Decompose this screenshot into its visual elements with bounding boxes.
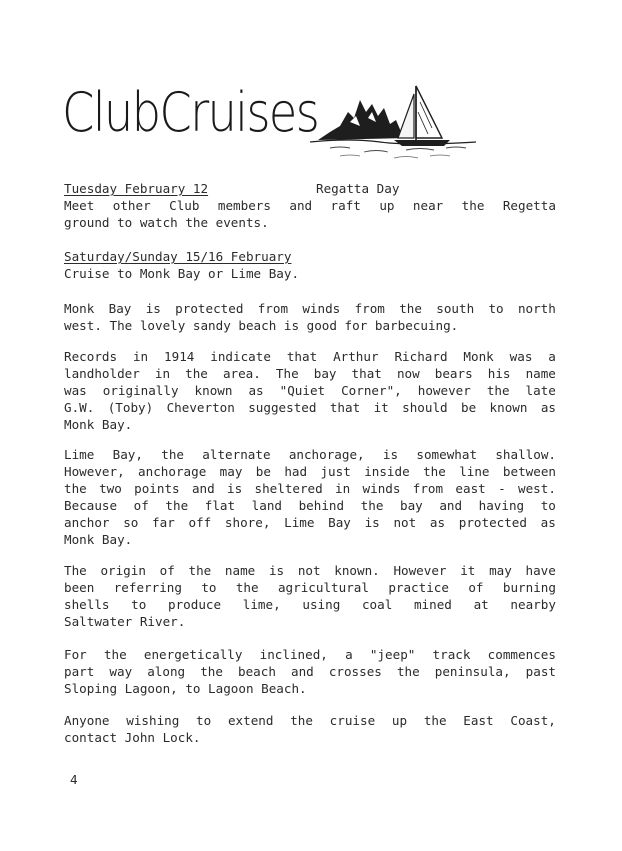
word: protected [458, 515, 527, 530]
word: the [200, 664, 223, 679]
text-line [64, 514, 556, 531]
word: two [99, 481, 122, 496]
word: the [161, 447, 184, 462]
word: not [297, 563, 321, 578]
event-monk-lime-bay [64, 248, 560, 282]
word: points [134, 481, 180, 496]
word: Coast, [510, 713, 556, 728]
word: that [351, 366, 382, 381]
word: just [320, 464, 351, 479]
word: may [219, 464, 243, 479]
word: the [165, 498, 189, 513]
word: the [423, 713, 447, 728]
word: protected [175, 301, 244, 316]
word: along [147, 664, 186, 679]
word: Richard [394, 349, 448, 364]
word: had [284, 464, 308, 479]
text-line [64, 446, 556, 463]
word: However, [64, 464, 125, 479]
word: lime, [242, 597, 281, 612]
word: however [417, 383, 471, 398]
text-line [64, 646, 556, 663]
word: bay [399, 498, 423, 513]
word: near [412, 198, 444, 213]
word: the [185, 366, 208, 381]
word: (Toby) [107, 400, 154, 415]
word: is [364, 515, 380, 530]
word: to [488, 301, 504, 316]
word: in [154, 366, 171, 381]
word: burning [502, 580, 556, 595]
word: to [196, 713, 212, 728]
word: that [329, 400, 361, 415]
word: inclined, [259, 647, 328, 662]
word: it [373, 400, 389, 415]
word: that [286, 349, 318, 364]
text-line: Saltwater River. [64, 614, 186, 629]
word: originally [102, 383, 179, 398]
word: winds [302, 301, 341, 316]
word: not [393, 515, 417, 530]
word: Club [169, 198, 200, 213]
word: a [345, 647, 353, 662]
word: beach [238, 664, 276, 679]
word: track [432, 647, 471, 662]
word: from [412, 481, 444, 496]
word: is [382, 447, 399, 462]
text-line [64, 365, 556, 382]
paragraph-records [64, 348, 560, 433]
word: to [201, 580, 217, 595]
word: flat [204, 498, 236, 513]
word: anchorage, [288, 447, 365, 462]
word: shells [64, 597, 110, 612]
word: G.W. [64, 400, 95, 415]
word: and [191, 481, 215, 496]
word: name [525, 366, 556, 381]
word: now [396, 366, 420, 381]
word: Monk [64, 301, 95, 316]
word: may [489, 563, 512, 578]
word: "Quiet [279, 383, 326, 398]
paragraph-name-origin [64, 562, 560, 630]
word: of [468, 580, 484, 595]
word: agricultural [277, 580, 369, 595]
word: part [64, 664, 95, 679]
word: west. [517, 481, 556, 496]
word: to [540, 498, 556, 513]
word: line [459, 464, 490, 479]
word: origin [100, 563, 146, 578]
word: alternate [202, 447, 271, 462]
word: Records [64, 349, 118, 364]
word: the [486, 383, 510, 398]
word: having [478, 498, 525, 513]
word: the [461, 198, 485, 213]
word: and [439, 498, 463, 513]
word: of [133, 498, 149, 513]
word: anchorage [138, 464, 207, 479]
word: in [132, 349, 149, 364]
word: Lime [64, 447, 95, 462]
word: late [525, 383, 556, 398]
word: commences [487, 647, 556, 662]
word: have [525, 563, 556, 578]
word: north [517, 301, 556, 316]
word: off [188, 515, 212, 530]
text-line [64, 712, 556, 729]
event-name: Regatta Day [316, 181, 400, 196]
word: at [473, 597, 489, 612]
page-number: 4 [70, 772, 78, 787]
paragraph-jeep-track [64, 646, 560, 697]
word: inside [364, 464, 410, 479]
word: Arthur [333, 349, 379, 364]
word: south [436, 301, 475, 316]
word: the [396, 664, 420, 679]
word: anchor [64, 515, 110, 530]
word: the [399, 301, 422, 316]
text-line [64, 497, 556, 514]
text-line: contact John Lock. [64, 730, 201, 745]
word: is [145, 301, 161, 316]
word: "jeep" [369, 647, 416, 662]
word: referring [113, 580, 182, 595]
text-line [64, 197, 556, 214]
word: Lime [284, 515, 315, 530]
word: been [64, 580, 95, 595]
paragraph-contact [64, 712, 560, 746]
word: name [224, 563, 256, 578]
text-line [64, 596, 556, 613]
word: between [502, 464, 556, 479]
word: extend [227, 713, 274, 728]
text-line [64, 579, 556, 596]
word: Anyone [64, 713, 110, 728]
word: known. [334, 563, 380, 578]
word: crosses [328, 664, 382, 679]
page-title: ClubCruises [62, 81, 319, 144]
word: suggested [248, 400, 317, 415]
word: east [455, 481, 486, 496]
word: practice [388, 580, 449, 595]
word: raft [330, 198, 361, 213]
word: Regetta [502, 198, 556, 213]
word: in [335, 481, 351, 496]
word: the [423, 464, 446, 479]
text-line [64, 399, 556, 416]
word: known [489, 400, 528, 415]
word: indicate [210, 349, 271, 364]
word: known [194, 383, 233, 398]
text-line [64, 663, 556, 680]
word: the [360, 498, 384, 513]
text-line: Monk Bay. [64, 417, 133, 432]
word: However [393, 563, 447, 578]
word: The [275, 366, 299, 381]
word: bears [434, 366, 473, 381]
word: cruise [329, 713, 376, 728]
word: and [291, 664, 314, 679]
word: area. [222, 366, 261, 381]
word: sheltered [254, 481, 323, 496]
word: For [64, 647, 87, 662]
word: members [217, 198, 271, 213]
word: mined [413, 597, 452, 612]
word: so [123, 515, 139, 530]
event-regatta-day [64, 180, 560, 231]
paragraph-lime-bay [64, 446, 560, 548]
word: his [487, 366, 511, 381]
word: Bay [328, 515, 351, 530]
word: be [460, 400, 477, 415]
text-line: Monk Bay. [64, 532, 133, 547]
word: Because [64, 498, 118, 513]
word: the [290, 713, 313, 728]
word: way [109, 664, 133, 679]
word: the [64, 481, 87, 496]
word: somewhat [416, 447, 478, 462]
word: as [248, 383, 264, 398]
word: wishing [126, 713, 180, 728]
word: Bay, [112, 447, 143, 462]
word: East [463, 713, 494, 728]
word: far [152, 515, 175, 530]
word: be [255, 464, 271, 479]
word: it [460, 563, 476, 578]
text-line [64, 300, 556, 317]
word: peninsula, [434, 664, 511, 679]
text-line: Cruise to Monk Bay or Lime Bay. [64, 266, 300, 281]
text-line [64, 348, 556, 365]
word: Corner", [341, 383, 402, 398]
word: the [235, 580, 259, 595]
text-line [64, 480, 556, 497]
text-line: ground to watch the events. [64, 215, 269, 230]
word: Cheverton [166, 400, 235, 415]
word: from [354, 301, 385, 316]
event-date: Tuesday February 12 [64, 181, 209, 196]
word: energetically [143, 647, 243, 662]
word: as [540, 515, 556, 530]
text-line: Sloping Lagoon, to Lagoon Beach. [64, 681, 307, 696]
word: the [188, 563, 212, 578]
word: bay [313, 366, 337, 381]
sailboat-cliffs-illustration-icon [310, 82, 476, 168]
word: as [540, 400, 556, 415]
word: should [402, 400, 448, 415]
event-date: Saturday/Sunday 15/16 February [64, 249, 292, 264]
word: other [112, 198, 151, 213]
word: from [257, 301, 289, 316]
word: shallow. [495, 447, 556, 462]
text-line [64, 382, 556, 399]
word: of [159, 563, 175, 578]
word: up [391, 713, 408, 728]
word: nearby [510, 597, 556, 612]
word: land [251, 498, 282, 513]
word: landholder [64, 366, 140, 381]
word: up [379, 198, 395, 213]
word: Monk [463, 349, 494, 364]
word: using [302, 597, 341, 612]
word: is [268, 563, 285, 578]
word: The [64, 563, 87, 578]
word: was [64, 383, 87, 398]
word: is [227, 481, 243, 496]
word: a [548, 349, 556, 364]
word: the [103, 647, 127, 662]
word: coal [361, 597, 393, 612]
word: winds [362, 481, 401, 496]
word: past [525, 664, 556, 679]
word: and [289, 198, 313, 213]
paragraph-monk-bay [64, 300, 560, 334]
text-line [64, 463, 556, 480]
text-line: west. The lovely sandy beach is good for barbecuing. [64, 318, 459, 333]
word: behind [298, 498, 345, 513]
word: as [429, 515, 446, 530]
word: Meet [64, 198, 95, 213]
word: - [498, 481, 506, 496]
text-line [64, 562, 556, 579]
word: produce [168, 597, 222, 612]
word: was [509, 349, 533, 364]
word: 1914 [164, 349, 195, 364]
word: to [131, 597, 147, 612]
word: Bay [108, 301, 132, 316]
word: shore, [224, 515, 271, 530]
